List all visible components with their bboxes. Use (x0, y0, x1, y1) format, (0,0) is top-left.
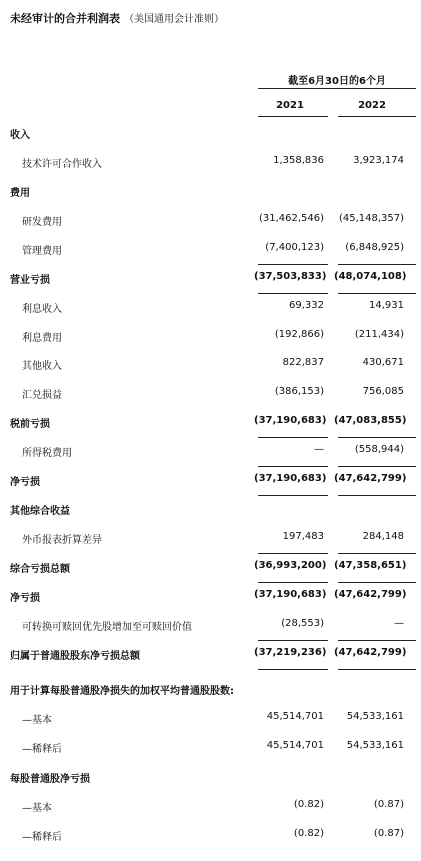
period-header-underline (258, 88, 416, 89)
row-label: —基本 (22, 803, 52, 814)
value-2022: 54,533,161 (346, 711, 404, 722)
row-label: 管理费用 (22, 246, 62, 257)
table-row (0, 300, 421, 318)
value-2021: (28,553) (281, 618, 324, 629)
row-label: —稀释后 (22, 744, 62, 755)
table-row (0, 386, 421, 404)
total-underline (258, 640, 328, 641)
row-label: 净亏损 (10, 477, 40, 488)
value-2021: (7,400,123) (265, 242, 324, 253)
value-2021: (37,190,683) (254, 415, 327, 426)
row-label: —稀释后 (22, 832, 62, 843)
value-2022: (6,848,925) (345, 242, 404, 253)
year-2022-header: 2022 (358, 100, 386, 111)
total-underline (338, 466, 416, 467)
row-label: 汇兑损益 (22, 390, 62, 401)
row-label: 外币报表折算差异 (22, 535, 102, 546)
value-2022: (0.87) (373, 828, 404, 839)
total-underline (258, 264, 328, 265)
value-2021: (31,462,546) (258, 213, 324, 224)
total-underline (258, 437, 328, 438)
value-2022: 54,533,161 (346, 740, 404, 751)
table-row (0, 155, 421, 173)
row-label: 所得税费用 (22, 448, 72, 459)
row-label: —基本 (22, 715, 52, 726)
table-row (0, 444, 421, 462)
table-row (0, 213, 421, 231)
value-2021: 197,483 (282, 531, 324, 542)
table-row (0, 271, 421, 289)
row-label: 净亏损 (10, 593, 40, 604)
year-2022-underline (338, 116, 416, 117)
table-row (0, 329, 421, 347)
table-row (0, 560, 421, 578)
total-underline (338, 669, 416, 670)
table-row (0, 647, 421, 665)
period-header: 截至6月30日的6个月 (288, 76, 386, 87)
total-underline (338, 293, 416, 294)
value-2021: (0.82) (293, 799, 324, 810)
value-2021: 822,837 (282, 357, 324, 368)
table-row (0, 502, 421, 520)
row-label: 用于计算每股普通股净损失的加权平均普通股股数: (10, 686, 234, 697)
value-2022: (47,083,855) (334, 415, 407, 426)
value-2022: (211,434) (354, 329, 404, 340)
value-2022: (45,148,357) (338, 213, 404, 224)
value-2022: (48,074,108) (334, 271, 407, 282)
value-2021: 45,514,701 (266, 740, 324, 751)
value-2022: 756,085 (362, 386, 404, 397)
row-label: 利息收入 (22, 304, 62, 315)
row-label: 营业亏损 (10, 275, 50, 286)
table-row (0, 589, 421, 607)
value-2022: (47,642,799) (334, 647, 407, 658)
table-row (0, 799, 421, 817)
value-2022: 3,923,174 (353, 155, 404, 166)
value-2022: 284,148 (362, 531, 404, 542)
row-label: 其他综合收益 (10, 506, 70, 517)
row-label: 利息费用 (22, 333, 62, 344)
value-2022: (47,642,799) (334, 473, 407, 484)
value-2021: (37,219,236) (254, 647, 327, 658)
title-subtitle: （美国通用会计准则） (124, 14, 224, 25)
total-underline (338, 437, 416, 438)
row-label: 收入 (10, 130, 30, 141)
row-label: 可转换可赎回优先股增加至可赎回价值 (22, 622, 192, 633)
table-row (0, 618, 421, 636)
value-2022: — (394, 618, 404, 629)
value-2022: (0.87) (373, 799, 404, 810)
row-label: 每股普通股净亏损 (10, 774, 90, 785)
table-row (0, 740, 421, 758)
row-label: 技术许可合作收入 (22, 159, 102, 170)
year-2021-header: 2021 (276, 100, 304, 111)
total-underline (258, 582, 328, 583)
total-underline (338, 264, 416, 265)
value-2021: 1,358,836 (273, 155, 324, 166)
table-row (0, 184, 421, 202)
table-row (0, 473, 421, 491)
value-2021: (192,866) (274, 329, 324, 340)
value-2022: (558,944) (354, 444, 404, 455)
total-underline (258, 669, 328, 670)
statement-title (10, 10, 224, 26)
total-underline (258, 466, 328, 467)
value-2021: (37,190,683) (254, 473, 327, 484)
table-row (0, 770, 421, 788)
row-label: 其他收入 (22, 361, 62, 372)
value-2021: (386,153) (274, 386, 324, 397)
value-2022: 14,931 (369, 300, 404, 311)
value-2022: 430,671 (362, 357, 404, 368)
value-2021: (37,503,833) (254, 271, 327, 282)
table-row (0, 531, 421, 549)
value-2021: (0.82) (293, 828, 324, 839)
row-label: 税前亏损 (10, 419, 50, 430)
row-label: 费用 (10, 188, 30, 199)
value-2022: (47,642,799) (334, 589, 407, 600)
value-2022: (47,358,651) (334, 560, 407, 571)
year-2021-underline (258, 116, 328, 117)
value-2021: (37,190,683) (254, 589, 327, 600)
table-row (0, 711, 421, 729)
total-underline (338, 582, 416, 583)
total-underline (338, 553, 416, 554)
table-row (0, 126, 421, 144)
table-row (0, 242, 421, 260)
row-label: 综合亏损总额 (10, 564, 70, 575)
table-row (0, 828, 421, 846)
row-label: 归属于普通股股东净亏损总额 (10, 651, 140, 662)
row-label: 研发费用 (22, 217, 62, 228)
total-underline (258, 293, 328, 294)
title-text: 未经审计的合并利润表 (10, 12, 120, 25)
total-underline (258, 553, 328, 554)
table-row (0, 682, 421, 700)
value-2021: (36,993,200) (254, 560, 327, 571)
total-underline (258, 495, 328, 496)
table-row (0, 357, 421, 375)
value-2021: — (314, 444, 324, 455)
table-row (0, 415, 421, 433)
value-2021: 69,332 (289, 300, 324, 311)
value-2021: 45,514,701 (266, 711, 324, 722)
total-underline (338, 640, 416, 641)
total-underline (338, 495, 416, 496)
